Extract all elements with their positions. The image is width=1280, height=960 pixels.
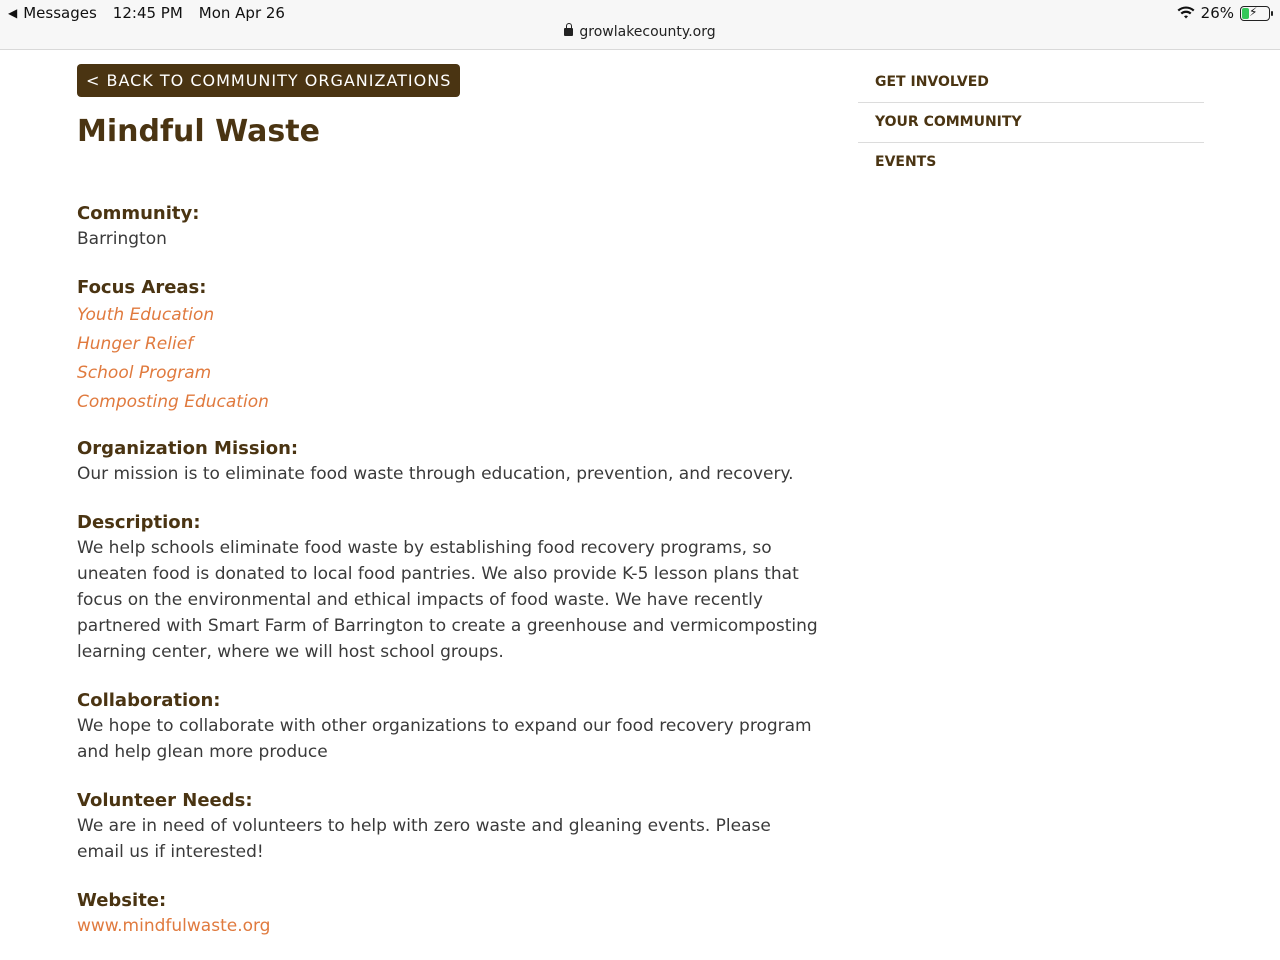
status-left <box>8 4 285 22</box>
charging-bolt-icon: ⚡ <box>1249 4 1258 19</box>
volunteer-needs-section <box>77 789 822 865</box>
back-to-community-organizations-button[interactable]: < BACK TO COMMUNITY ORGANIZATIONS <box>77 64 460 97</box>
focus-area-link[interactable]: Hunger Relief <box>77 334 194 354</box>
community-section <box>77 202 822 252</box>
volunteer-needs-value: We are in need of volunteers to help with zero waste and gleaning events. Please email us if interested! <box>77 816 771 862</box>
url-text: growlakecounty.org <box>579 24 716 40</box>
date: Mon Apr 26 <box>198 4 285 22</box>
collaboration-label: Collaboration: <box>77 690 221 711</box>
focus-area-link[interactable]: Composting Education <box>77 392 269 412</box>
website-label: Website: <box>77 890 167 911</box>
community-value: Barrington <box>77 229 167 249</box>
volunteer-needs-label: Volunteer Needs: <box>77 790 253 811</box>
sidebar-item-events[interactable]: EVENTS <box>875 154 937 170</box>
mission-value: Our mission is to eliminate food waste through education, prevention, and recovery. <box>77 464 794 484</box>
address-bar[interactable] <box>0 24 1280 40</box>
mission-label: Organization Mission: <box>77 438 299 459</box>
focus-areas-section <box>77 276 822 417</box>
description-label: Description: <box>77 512 201 533</box>
sidebar-item-get-involved[interactable]: GET INVOLVED <box>858 63 1204 103</box>
focus-areas-label: Focus Areas: <box>77 277 207 298</box>
website-section <box>77 889 822 939</box>
battery-fill <box>1242 8 1249 19</box>
clock: 12:45 PM <box>112 4 183 22</box>
collaboration-section <box>77 689 822 765</box>
focus-area-link[interactable]: Youth Education <box>77 305 215 325</box>
focus-area-link[interactable]: School Program <box>77 363 212 383</box>
back-app-label[interactable]: Messages <box>23 4 97 22</box>
browser-status-bar <box>0 0 1280 50</box>
page-title: Mindful Waste <box>77 114 320 149</box>
sidebar-item-your-community[interactable]: YOUR COMMUNITY <box>858 103 1204 143</box>
description-section <box>77 511 822 665</box>
community-label: Community: <box>77 203 200 224</box>
status-right <box>1177 4 1270 22</box>
battery-icon <box>1240 6 1270 21</box>
sidebar-nav <box>858 63 1204 182</box>
collaboration-value: We hope to collaborate with other organizations to expand our food recovery program and help glean more produce <box>77 716 812 762</box>
battery-percent: 26% <box>1200 4 1234 22</box>
description-value: We help schools eliminate food waste by establishing food recovery programs, so uneaten food is donated to local food pantries. We also provide K-5 lesson plans that focus on the environmental and ethical impacts of food waste. We have recently partnered with Smart Farm of Barrington to create a greenhouse and vermicomposting learning center, where we will host school groups. <box>77 538 818 662</box>
wifi-icon <box>1177 6 1195 20</box>
lock-icon <box>564 28 573 36</box>
organization-details <box>77 202 822 960</box>
mission-section <box>77 437 822 487</box>
back-triangle-icon[interactable]: ◀ <box>8 6 18 20</box>
website-link[interactable]: www.mindfulwaste.org <box>77 916 271 936</box>
